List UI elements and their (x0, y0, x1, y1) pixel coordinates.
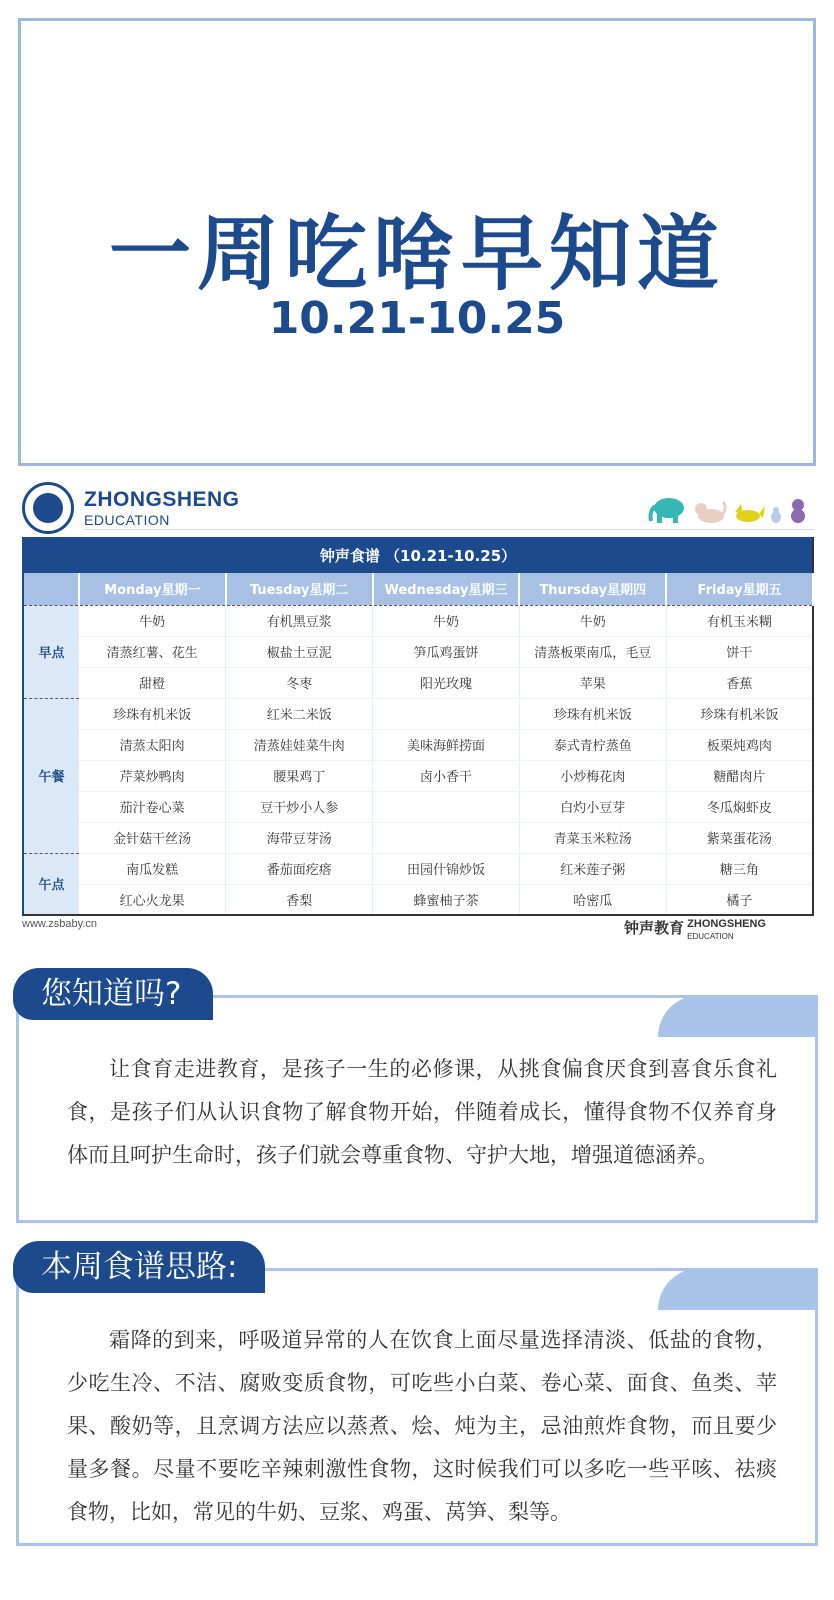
elephant-icon (647, 494, 687, 524)
menu-cell (373, 822, 520, 853)
menu-cell: 珍珠有机米饭 (666, 698, 813, 729)
bird-icon (769, 506, 783, 524)
menu-cell: 金针菇干丝汤 (79, 822, 226, 853)
menu-cell (373, 791, 520, 822)
menu-cell: 糖醋肉片 (666, 760, 813, 791)
menu-cell: 清蒸娃娃菜牛肉 (226, 729, 373, 760)
menu-panel (0, 470, 834, 948)
menu-cell: 牛奶 (373, 605, 520, 636)
school-logo-icon (22, 482, 74, 534)
menu-cell: 红心火龙果 (79, 884, 226, 915)
menu-cell: 哈密瓜 (519, 884, 666, 915)
menu-cell: 橘子 (666, 884, 813, 915)
day-header: Friday星期五 (666, 573, 813, 605)
menu-table (22, 537, 814, 916)
monkey-icon (787, 498, 809, 524)
menu-cell: 板栗炖鸡肉 (666, 729, 813, 760)
menu-cell: 番茄面疙瘩 (226, 853, 373, 884)
menu-cell: 饼干 (666, 636, 813, 667)
section-body: 让食育走进教育，是孩子一生的必修课，从挑食偏食厌食到喜食乐食礼食，是孩子们从认识食物了解食物开始，伴随着成长，懂得食物不仅养育身体而且呵护生命时，孩子们就会尊重食物、守护大地，增强道德涵养。 (67, 1057, 777, 1167)
meal-label: 午餐 (23, 698, 79, 853)
menu-cell: 蜂蜜柚子茶 (373, 884, 520, 915)
menu-cell: 茄汁卷心菜 (79, 791, 226, 822)
menu-cell: 美味海鲜捞面 (373, 729, 520, 760)
menu-cell: 海带豆芽汤 (226, 822, 373, 853)
menu-cell: 冬枣 (226, 667, 373, 698)
menu-cell: 清蒸红薯、花生 (79, 636, 226, 667)
menu-cell (373, 698, 520, 729)
menu-title: 钟声食谱 （10.21-10.25） (23, 537, 813, 573)
menu-cell: 田园什锦炒饭 (373, 853, 520, 884)
footer-brand-cn-text: 钟声教育 (623, 919, 684, 937)
corner-cell (23, 573, 79, 605)
menu-cell: 腰果鸡丁 (226, 760, 373, 791)
menu-cell: 甜橙 (79, 667, 226, 698)
menu-cell: 牛奶 (79, 605, 226, 636)
menu-cell: 红米二米饭 (226, 698, 373, 729)
animal-decorations (647, 490, 812, 524)
menu-cell: 清蒸太阳肉 (79, 729, 226, 760)
menu-cell: 南瓜发糕 (79, 853, 226, 884)
menu-cell: 苹果 (519, 667, 666, 698)
footer-brand-en (687, 918, 766, 942)
menu-cell: 珍珠有机米饭 (79, 698, 226, 729)
menu-cell: 椒盐土豆泥 (226, 636, 373, 667)
menu-cell: 芹菜炒鸭肉 (79, 760, 226, 791)
day-header: Wednesday星期三 (373, 573, 520, 605)
page-title: 一周吃啥早知道 (108, 207, 725, 302)
divider (84, 529, 814, 530)
menu-cell: 笋瓜鸡蛋饼 (373, 636, 520, 667)
brand-subtitle: EDUCATION (84, 512, 170, 528)
menu-cell: 冬瓜焖虾皮 (666, 791, 813, 822)
section-heading: 您知道吗? (13, 968, 213, 1020)
section-body: 霜降的到来，呼吸道异常的人在饮食上面尽量选择清淡、低盐的食物，少吃生冷、不洁、腐败变质食物，可吃些小白菜、卷心菜、面食、鱼类、苹果、酸奶等，且烹调方法应以蒸煮、烩、炖为主，忌油煎炸食物，而且要少量多餐。尽量不要吃辛辣刺激性食物，这时候我们可以多吃一些平咳、祛痰食物，比如，常见的牛奶、豆浆、鸡蛋、莴笋、梨等。 (67, 1328, 777, 1524)
footer-brand-cn (624, 917, 684, 938)
menu-cell: 牛奶 (519, 605, 666, 636)
meal-label: 早点 (23, 605, 79, 698)
website-url: www.zsbaby.cn (22, 918, 97, 930)
menu-cell: 青菜玉米粒汤 (519, 822, 666, 853)
menu-cell: 红米莲子粥 (519, 853, 666, 884)
menu-cell: 清蒸板栗南瓜，毛豆 (519, 636, 666, 667)
menu-cell: 香梨 (226, 884, 373, 915)
menu-cell: 小炒梅花肉 (519, 760, 666, 791)
date-range: 10.21-10.25 (268, 293, 566, 344)
brand-name: ZHONGSHENG (84, 488, 240, 511)
header-card (18, 18, 816, 466)
menu-rationale-section (16, 1249, 818, 1546)
menu-cell: 香蕉 (666, 667, 813, 698)
menu-cell: 有机玉米糊 (666, 605, 813, 636)
menu-cell: 豆干炒小人参 (226, 791, 373, 822)
menu-cell: 白灼小豆芽 (519, 791, 666, 822)
did-you-know-section (16, 976, 818, 1223)
day-header: Thursday星期四 (519, 573, 666, 605)
menu-cell: 卤小香干 (373, 760, 520, 791)
footer-brand-en-sub: EDUCATION (687, 932, 734, 941)
menu-cell: 阳光玫瑰 (373, 667, 520, 698)
menu-cell: 有机黑豆浆 (226, 605, 373, 636)
menu-cell: 糖三角 (666, 853, 813, 884)
corner-decoration (658, 1268, 818, 1310)
cat-icon (693, 500, 727, 524)
meal-label: 午点 (23, 853, 79, 915)
section-heading: 本周食谱思路: (13, 1241, 265, 1293)
menu-cell: 泰式青柠蒸鱼 (519, 729, 666, 760)
day-header: Tuesday星期二 (226, 573, 373, 605)
corner-decoration (658, 995, 818, 1037)
day-header: Monday星期一 (79, 573, 226, 605)
menu-cell: 紫菜蛋花汤 (666, 822, 813, 853)
menu-cell: 珍珠有机米饭 (519, 698, 666, 729)
fox-icon (731, 502, 765, 524)
footer-brand-en-text: ZHONGSHENG (687, 918, 766, 930)
